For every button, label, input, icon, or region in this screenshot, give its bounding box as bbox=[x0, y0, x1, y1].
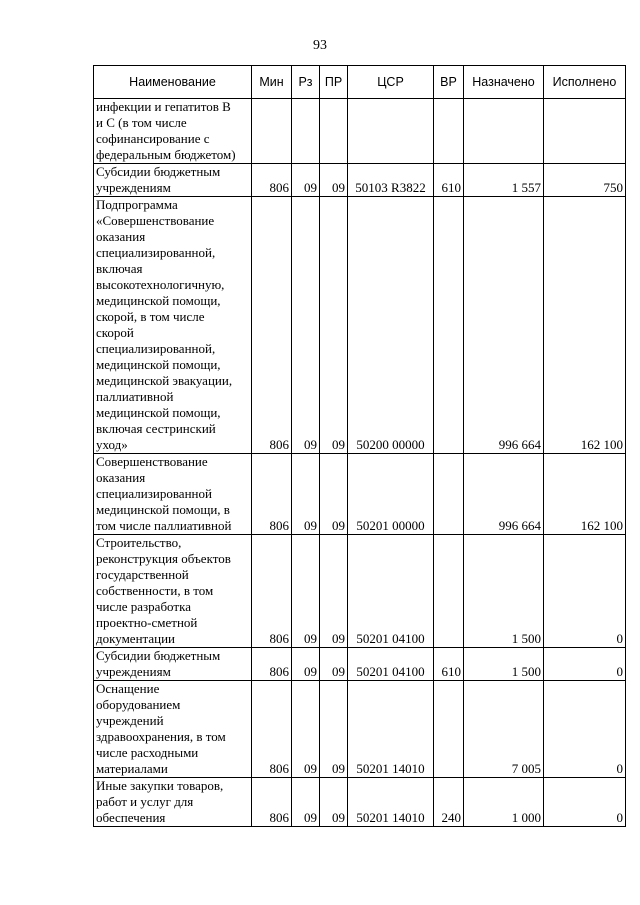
row-csr bbox=[348, 99, 434, 164]
row-csr: 50201 14010 bbox=[348, 681, 434, 778]
row-vr: 610 bbox=[434, 164, 464, 197]
row-min: 806 bbox=[252, 648, 292, 681]
col-header-pr: ПР bbox=[320, 66, 348, 99]
row-vr bbox=[434, 535, 464, 648]
row-executed: 162 100 bbox=[544, 454, 626, 535]
row-rz: 09 bbox=[292, 681, 320, 778]
row-min: 806 bbox=[252, 164, 292, 197]
row-vr: 240 bbox=[434, 778, 464, 827]
row-name: Субсидии бюджетным учреждениям bbox=[94, 648, 252, 681]
table-row bbox=[94, 535, 626, 648]
row-assigned: 1 500 bbox=[464, 648, 544, 681]
budget-table bbox=[93, 65, 626, 827]
row-assigned: 1 000 bbox=[464, 778, 544, 827]
row-pr: 09 bbox=[320, 648, 348, 681]
col-header-name: Наименование bbox=[94, 66, 252, 99]
row-rz: 09 bbox=[292, 454, 320, 535]
row-executed: 0 bbox=[544, 648, 626, 681]
row-assigned: 7 005 bbox=[464, 681, 544, 778]
row-vr bbox=[434, 454, 464, 535]
row-name: Иные закупки товаров, работ и услуг для обеспечения bbox=[94, 778, 252, 827]
row-executed: 0 bbox=[544, 681, 626, 778]
row-rz: 09 bbox=[292, 648, 320, 681]
row-pr: 09 bbox=[320, 197, 348, 454]
table-row bbox=[94, 164, 626, 197]
row-assigned: 996 664 bbox=[464, 454, 544, 535]
table-row bbox=[94, 648, 626, 681]
row-assigned: 996 664 bbox=[464, 197, 544, 454]
row-rz: 09 bbox=[292, 197, 320, 454]
row-executed: 0 bbox=[544, 535, 626, 648]
row-csr: 50201 04100 bbox=[348, 535, 434, 648]
table-row bbox=[94, 197, 626, 454]
row-vr bbox=[434, 681, 464, 778]
row-pr bbox=[320, 99, 348, 164]
row-min: 806 bbox=[252, 535, 292, 648]
row-executed: 0 bbox=[544, 778, 626, 827]
row-rz bbox=[292, 99, 320, 164]
row-vr bbox=[434, 99, 464, 164]
row-vr: 610 bbox=[434, 648, 464, 681]
row-csr: 50201 14010 bbox=[348, 778, 434, 827]
col-header-vr: ВР bbox=[434, 66, 464, 99]
row-csr: 50201 04100 bbox=[348, 648, 434, 681]
table-row bbox=[94, 778, 626, 827]
table-row bbox=[94, 99, 626, 164]
row-name: Подпрограмма «Совершенствование оказания специализированной, включая высокотехнологичную, медицинской помощи, скорой, в том числе скорой специализированной, медицинской помощи, медицинской эвакуации, паллиативной медицинской помощи, включая сестринский уход» bbox=[94, 197, 252, 454]
row-min bbox=[252, 99, 292, 164]
row-name: Оснащение оборудованием учреждений здравоохранения, в том числе расходными материалами bbox=[94, 681, 252, 778]
row-rz: 09 bbox=[292, 778, 320, 827]
row-pr: 09 bbox=[320, 681, 348, 778]
row-csr: 50200 00000 bbox=[348, 197, 434, 454]
row-executed: 162 100 bbox=[544, 197, 626, 454]
row-min: 806 bbox=[252, 778, 292, 827]
row-executed: 750 bbox=[544, 164, 626, 197]
table-header-row bbox=[94, 66, 626, 99]
row-name: Строительство, реконструкция объектов государственной собственности, в том числе разработка проектно-сметной документации bbox=[94, 535, 252, 648]
row-pr: 09 bbox=[320, 778, 348, 827]
table-row bbox=[94, 681, 626, 778]
row-csr: 50201 00000 bbox=[348, 454, 434, 535]
table-row bbox=[94, 454, 626, 535]
row-pr: 09 bbox=[320, 454, 348, 535]
row-min: 806 bbox=[252, 681, 292, 778]
row-executed bbox=[544, 99, 626, 164]
row-name: Совершенствование оказания специализированной медицинской помощи, в том числе паллиативной bbox=[94, 454, 252, 535]
row-rz: 09 bbox=[292, 535, 320, 648]
row-assigned: 1 557 bbox=[464, 164, 544, 197]
row-vr bbox=[434, 197, 464, 454]
col-header-csr: ЦСР bbox=[348, 66, 434, 99]
col-header-executed: Исполнено bbox=[544, 66, 626, 99]
row-rz: 09 bbox=[292, 164, 320, 197]
row-min: 806 bbox=[252, 454, 292, 535]
row-pr: 09 bbox=[320, 164, 348, 197]
row-assigned: 1 500 bbox=[464, 535, 544, 648]
col-header-min: Мин bbox=[252, 66, 292, 99]
col-header-assigned: Назначено bbox=[464, 66, 544, 99]
col-header-rz: Рз bbox=[292, 66, 320, 99]
row-assigned bbox=[464, 99, 544, 164]
page-number: 93 bbox=[313, 38, 327, 53]
row-name: инфекции и гепатитов В и С (в том числе софинансирование с федеральным бюджетом) bbox=[94, 99, 252, 164]
row-name: Субсидии бюджетным учреждениям bbox=[94, 164, 252, 197]
row-min: 806 bbox=[252, 197, 292, 454]
row-csr: 50103 R3822 bbox=[348, 164, 434, 197]
row-pr: 09 bbox=[320, 535, 348, 648]
